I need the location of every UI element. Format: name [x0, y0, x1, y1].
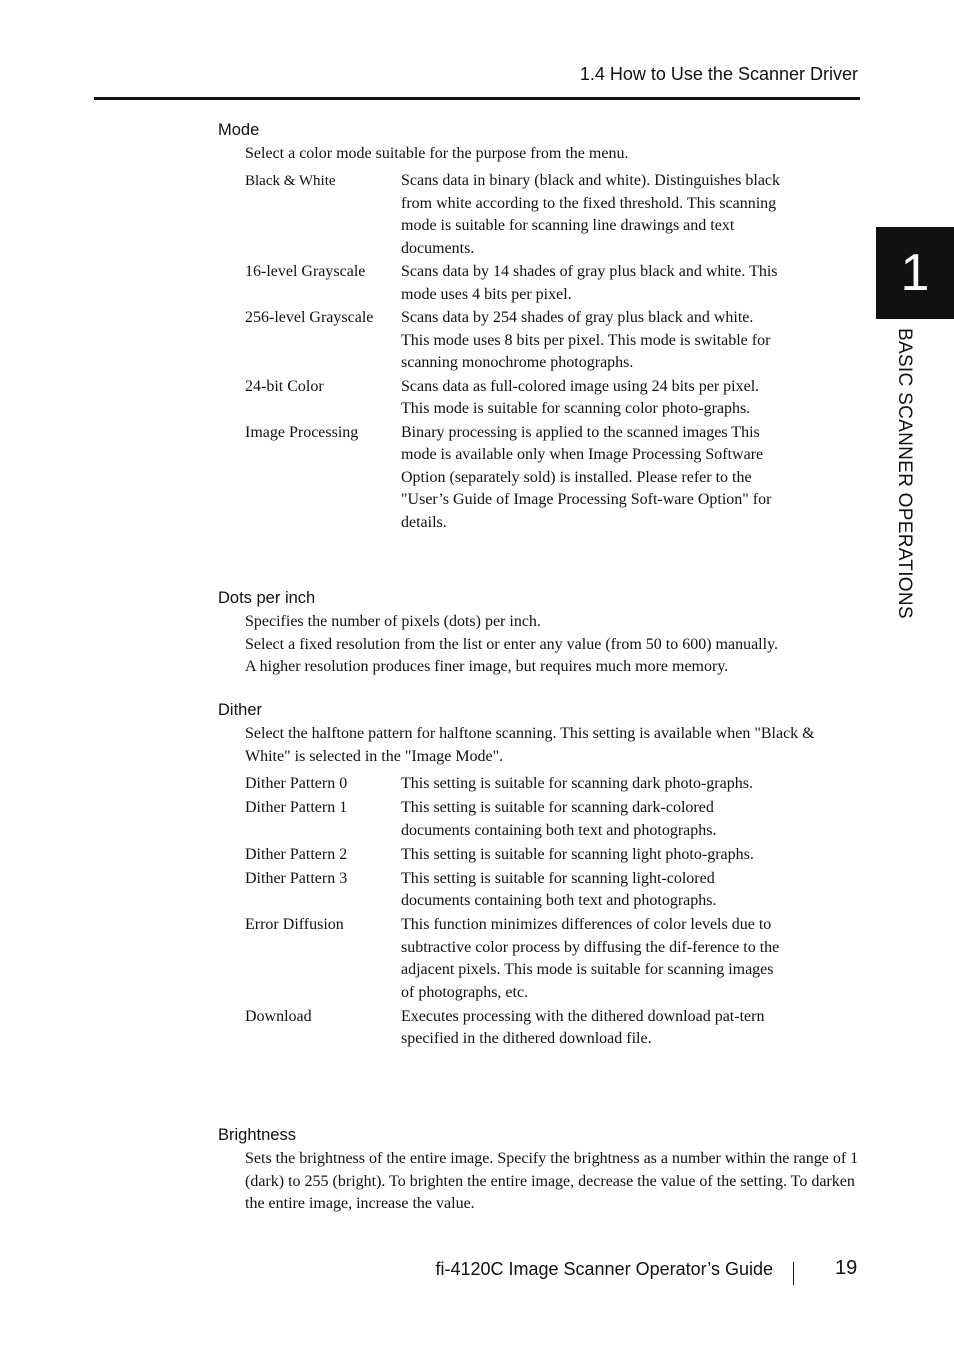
dither-intro — [245, 723, 860, 768]
dither-list — [245, 773, 805, 1051]
mode-item — [245, 422, 805, 535]
mode-desc: Scans data as full-colored image using 24 bits per pixel. This mode is suitable for scanning color photo-graphs. — [401, 377, 760, 417]
dpi-text — [245, 611, 860, 679]
mode-item — [245, 170, 805, 260]
dither-item — [245, 914, 805, 1004]
mode-intro-text: Select a color mode suitable for the purpose from the menu. — [245, 145, 629, 162]
dither-desc: This setting is suitable for scanning light photo-graphs. — [401, 845, 754, 863]
dither-heading: Dither — [218, 701, 263, 719]
footer-divider — [793, 1262, 794, 1285]
dither-desc: Executes processing with the dithered download pat-tern specified in the dithered download file. — [401, 1007, 765, 1047]
chapter-title: BASIC SCANNER OPERATIONS — [894, 328, 915, 619]
dither-item — [245, 844, 805, 867]
dpi-line: A higher resolution produces finer image, but requires much more memory. — [245, 658, 729, 675]
dither-desc: This setting is suitable for scanning light-colored documents containing both text and photographs. — [401, 869, 717, 909]
mode-heading: Mode — [218, 121, 260, 139]
header-rule — [94, 97, 860, 100]
mode-desc: Scans data in binary (black and white). Distinguishes black from white according to the fixed threshold. This scanning mode is suitable for scanning line drawings and text documents. — [401, 172, 781, 257]
mode-term: 256-level Grayscale — [245, 309, 374, 326]
chapter-number-tab: 1 — [876, 227, 954, 319]
brightness-paragraph: Sets the brightness of the entire image. Specify the brightness as a number within the range of 1 (dark) to 255 (bright). To brighten the entire image, decrease the value of the setting. To darken the entire image, increase the value. — [245, 1150, 859, 1212]
dither-term: Error Diffusion — [245, 916, 344, 933]
dither-term: Dither Pattern 2 — [245, 845, 348, 863]
dither-term: Dither Pattern 3 — [245, 869, 348, 887]
dpi-line: Select a fixed resolution from the list or enter any value (from 50 to 600) manually. — [245, 635, 779, 653]
dither-desc: This setting is suitable for scanning dark-colored documents containing both text and photographs. — [401, 799, 717, 839]
dpi-line: Specifies the number of pixels (dots) per inch. — [245, 613, 541, 630]
mode-term: 16-level Grayscale — [245, 263, 366, 280]
mode-item — [245, 376, 805, 421]
dither-item — [245, 1006, 805, 1051]
dither-desc: This function minimizes differences of color levels due to subtractive color process by diffusing the dif-ference to the adjacent pixels. This mode is suitable for scanning images of photographs, etc. — [401, 916, 780, 1001]
mode-intro — [245, 143, 860, 166]
mode-item — [245, 261, 805, 306]
mode-desc: Scans data by 14 shades of gray plus black and white. This mode uses 4 bits per pixel. — [401, 263, 778, 303]
page-number: 19 — [835, 1257, 858, 1279]
mode-term: 24-bit Color — [245, 377, 324, 395]
brightness-heading: Brightness — [218, 1126, 296, 1144]
dither-item — [245, 797, 805, 842]
mode-list — [245, 170, 805, 534]
dither-term: Download — [245, 1007, 312, 1025]
running-header: 1.4 How to Use the Scanner Driver — [579, 64, 858, 84]
mode-term: Black & White — [245, 173, 336, 189]
dither-desc: This setting is suitable for scanning dark photo-graphs. — [401, 775, 753, 792]
mode-desc: Binary processing is applied to the scanned images This mode is available only when Image Processing Software Option (separately sold) is installed. Please refer to the "User’s Guide of Image Processing Soft-ware Option" for details. — [401, 423, 772, 531]
dither-term: Dither Pattern 0 — [245, 775, 348, 792]
dither-term: Dither Pattern 1 — [245, 799, 348, 816]
mode-item — [245, 307, 805, 375]
dither-intro-text: Select the halftone pattern for halftone scanning. This setting is available when "Black & White" is selected in the "Image Mode". — [245, 725, 815, 765]
dither-item — [245, 773, 805, 796]
footer-title: fi-4120C Image Scanner Operator’s Guide — [435, 1259, 773, 1279]
mode-desc: Scans data by 254 shades of gray plus black and white. This mode uses 8 bits per pixel. This mode is switable for scanning monochrome photographs. — [401, 309, 771, 371]
dither-item — [245, 868, 805, 913]
dpi-heading: Dots per inch — [218, 589, 316, 607]
brightness-text — [245, 1148, 860, 1216]
mode-term: Image Processing — [245, 423, 359, 441]
